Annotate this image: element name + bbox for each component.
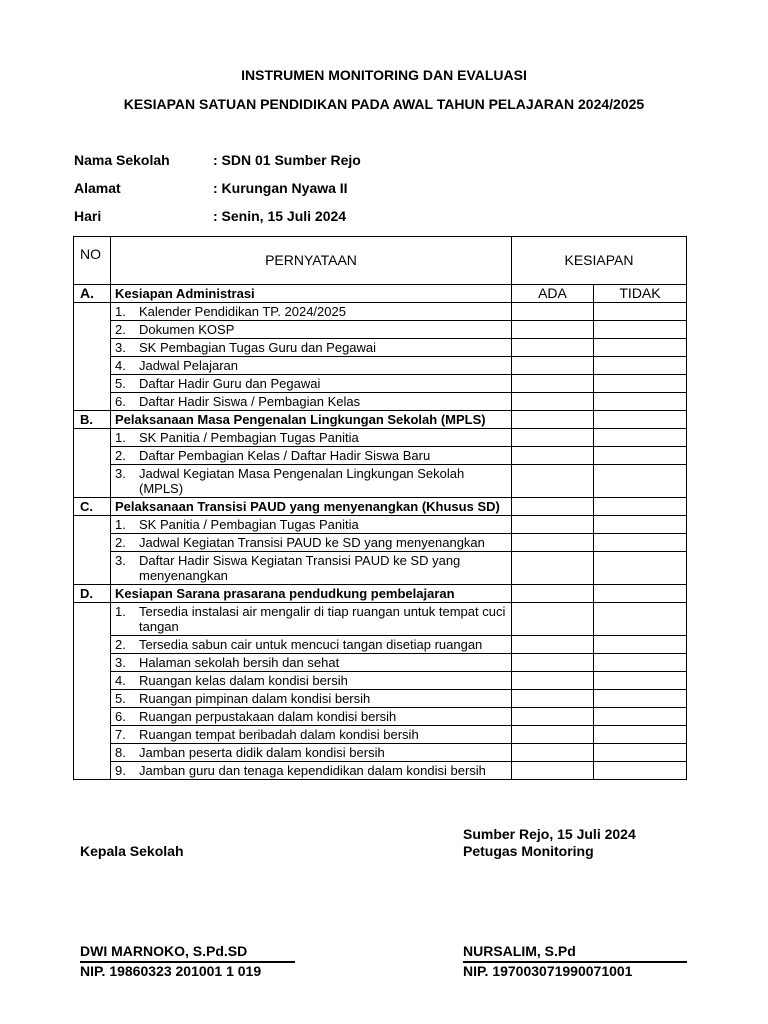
ada-checkbox-cell[interactable] (512, 534, 594, 552)
item-number: 6. (115, 394, 126, 409)
tidak-checkbox-cell[interactable] (594, 744, 687, 762)
ada-cell (512, 585, 594, 603)
ada-checkbox-cell[interactable] (512, 393, 594, 411)
item-row (74, 339, 687, 357)
right-signer-name: NURSALIM, S.Pd (463, 943, 576, 959)
monitoring-table (73, 236, 687, 780)
ada-checkbox-cell[interactable] (512, 672, 594, 690)
tidak-checkbox-cell[interactable] (594, 654, 687, 672)
item-text: Jadwal Pelajaran (139, 358, 239, 373)
ada-checkbox-cell[interactable] (512, 552, 594, 585)
item-number-gutter (74, 636, 111, 654)
item-statement (111, 636, 512, 654)
section-title: Kesiapan Administrasi (111, 285, 512, 303)
item-row (74, 636, 687, 654)
item-text: Jamban peserta didik dalam kondisi bersih (139, 745, 385, 760)
item-number-gutter (74, 357, 111, 375)
item-row (74, 375, 687, 393)
item-number-gutter (74, 339, 111, 357)
item-number-gutter (74, 393, 111, 411)
item-number: 2. (115, 448, 126, 463)
item-number: 7. (115, 727, 126, 742)
section-row (74, 498, 687, 516)
item-number: 6. (115, 709, 126, 724)
item-number: 1. (115, 517, 126, 532)
item-text: Jadwal Kegiatan Transisi PAUD ke SD yang menyenangkan (139, 535, 485, 550)
item-text: Dokumen KOSP (139, 322, 235, 337)
tidak-checkbox-cell[interactable] (594, 429, 687, 447)
item-number: 2. (115, 637, 126, 652)
item-number-gutter (74, 465, 111, 498)
tidak-cell (594, 411, 687, 429)
item-row (74, 465, 687, 498)
col-tidak-header: TIDAK (594, 285, 687, 303)
school-name-label: Nama Sekolah (74, 152, 170, 168)
day-label: Hari (74, 208, 102, 224)
item-number: 5. (115, 691, 126, 706)
tidak-checkbox-cell[interactable] (594, 708, 687, 726)
item-text: Ruangan kelas dalam kondisi bersih (139, 673, 348, 688)
right-signer-nip: NIP. 197003071990071001 (463, 963, 633, 979)
tidak-checkbox-cell[interactable] (594, 534, 687, 552)
item-row (74, 516, 687, 534)
item-number-gutter (74, 744, 111, 762)
item-number: 3. (115, 466, 126, 481)
item-statement (111, 516, 512, 534)
tidak-checkbox-cell[interactable] (594, 672, 687, 690)
item-statement (111, 654, 512, 672)
tidak-checkbox-cell[interactable] (594, 357, 687, 375)
item-text: Ruangan pimpinan dalam kondisi bersih (139, 691, 371, 706)
section-row (74, 585, 687, 603)
item-number-gutter (74, 429, 111, 447)
item-number-gutter (74, 303, 111, 321)
address-label: Alamat (74, 180, 121, 196)
tidak-checkbox-cell[interactable] (594, 321, 687, 339)
item-statement (111, 726, 512, 744)
item-statement (111, 447, 512, 465)
item-text: Jamban guru dan tenaga kependidikan dalam kondisi bersih (139, 763, 486, 778)
item-row (74, 690, 687, 708)
tidak-checkbox-cell[interactable] (594, 375, 687, 393)
item-row (74, 708, 687, 726)
left-signer-name: DWI MARNOKO, S.Pd.SD (80, 943, 248, 959)
item-statement (111, 321, 512, 339)
document-subtitle: KESIAPAN SATUAN PENDIDIKAN PADA AWAL TAHUN PELAJARAN 2024/2025 (123, 96, 645, 112)
tidak-checkbox-cell[interactable] (594, 447, 687, 465)
ada-checkbox-cell[interactable] (512, 429, 594, 447)
tidak-checkbox-cell[interactable] (594, 303, 687, 321)
col-kesiapan-header: KESIAPAN (512, 237, 687, 285)
item-row (74, 744, 687, 762)
item-statement (111, 672, 512, 690)
tidak-cell (594, 585, 687, 603)
item-row (74, 552, 687, 585)
item-number: 2. (115, 322, 126, 337)
item-row (74, 429, 687, 447)
tidak-checkbox-cell[interactable] (594, 465, 687, 498)
item-row (74, 654, 687, 672)
item-number: 5. (115, 376, 126, 391)
left-signer-nip: NIP. 19860323 201001 1 019 (80, 963, 262, 979)
item-number-gutter (74, 762, 111, 780)
item-row (74, 672, 687, 690)
place-date: Sumber Rejo, 15 Juli 2024 (463, 826, 636, 842)
table-header-row (74, 237, 687, 285)
day-value: : Senin, 15 Juli 2024 (213, 208, 347, 224)
item-row (74, 321, 687, 339)
item-number: 3. (115, 340, 126, 355)
item-text: SK Panitia / Pembagian Tugas Panitia (139, 517, 359, 532)
ada-checkbox-cell[interactable] (512, 708, 594, 726)
ada-checkbox-cell[interactable] (512, 744, 594, 762)
right-signer-role: Petugas Monitoring (463, 843, 594, 859)
ada-checkbox-cell[interactable] (512, 447, 594, 465)
item-row (74, 534, 687, 552)
ada-checkbox-cell[interactable] (512, 339, 594, 357)
tidak-checkbox-cell[interactable] (594, 516, 687, 534)
item-statement (111, 375, 512, 393)
item-statement (111, 552, 512, 585)
item-number-gutter (74, 708, 111, 726)
section-number: C. (74, 498, 111, 516)
ada-checkbox-cell[interactable] (512, 303, 594, 321)
document-title: INSTRUMEN MONITORING DAN EVALUASI (241, 67, 527, 83)
ada-checkbox-cell[interactable] (512, 762, 594, 780)
item-number: 9. (115, 763, 126, 778)
item-text: Daftar Hadir Siswa / Pembagian Kelas (139, 394, 361, 409)
item-number-gutter (74, 603, 111, 636)
item-statement (111, 339, 512, 357)
item-number: 3. (115, 553, 126, 568)
item-number-gutter (74, 726, 111, 744)
item-statement (111, 603, 512, 636)
col-pernyataan-header: PERNYATAAN (111, 237, 512, 285)
ada-checkbox-cell[interactable] (512, 465, 594, 498)
item-text: Daftar Hadir Guru dan Pegawai (139, 376, 321, 391)
item-number-gutter (74, 672, 111, 690)
section-number: D. (74, 585, 111, 603)
item-number: 4. (115, 358, 126, 373)
item-statement (111, 534, 512, 552)
col-no-header: NO (74, 237, 111, 285)
item-text: Jadwal Kegiatan Masa Pengenalan Lingkungan Sekolah (MPLS) (139, 466, 465, 496)
item-statement (111, 393, 512, 411)
tidak-checkbox-cell[interactable] (594, 339, 687, 357)
tidak-checkbox-cell[interactable] (594, 636, 687, 654)
ada-checkbox-cell[interactable] (512, 654, 594, 672)
item-statement (111, 465, 512, 498)
col-ada-header: ADA (512, 285, 594, 303)
section-title: Kesiapan Sarana prasarana pendudkung pembelajaran (111, 585, 512, 603)
item-number: 2. (115, 535, 126, 550)
address-value: : Kurungan Nyawa II (213, 180, 348, 196)
item-text: Tersedia sabun cair untuk mencuci tangan disetiap ruangan (139, 637, 483, 652)
item-statement (111, 357, 512, 375)
item-statement (111, 744, 512, 762)
item-number-gutter (74, 690, 111, 708)
item-row (74, 357, 687, 375)
ada-checkbox-cell[interactable] (512, 375, 594, 393)
item-text: Kalender Pendidikan TP. 2024/2025 (139, 304, 346, 319)
item-number-gutter (74, 534, 111, 552)
item-text: Daftar Hadir Siswa Kegiatan Transisi PAUD ke SD yang menyenangkan (139, 553, 461, 583)
item-number-gutter (74, 516, 111, 534)
item-text: Daftar Pembagian Kelas / Daftar Hadir Siswa Baru (139, 448, 431, 463)
item-text: Ruangan tempat beribadah dalam kondisi bersih (139, 727, 419, 742)
item-number: 1. (115, 304, 126, 319)
item-text: Ruangan perpustakaan dalam kondisi bersih (139, 709, 397, 724)
item-statement (111, 708, 512, 726)
item-statement (111, 429, 512, 447)
item-row (74, 603, 687, 636)
item-number: 8. (115, 745, 126, 760)
school-name-value: : SDN 01 Sumber Rejo (213, 152, 361, 168)
ada-checkbox-cell[interactable] (512, 636, 594, 654)
item-row (74, 303, 687, 321)
ada-cell (512, 498, 594, 516)
item-text: Halaman sekolah bersih dan sehat (139, 655, 340, 670)
item-text: SK Panitia / Pembagian Tugas Panitia (139, 430, 359, 445)
item-statement (111, 690, 512, 708)
ada-checkbox-cell[interactable] (512, 357, 594, 375)
section-title: Pelaksanaan Transisi PAUD yang menyenangkan (Khusus SD) (111, 498, 512, 516)
left-signer-role: Kepala Sekolah (80, 843, 184, 859)
section-number: A. (74, 285, 111, 303)
item-number-gutter (74, 552, 111, 585)
item-text: Tersedia instalasi air mengalir di tiap ruangan untuk tempat cuci tangan (139, 604, 506, 634)
tidak-checkbox-cell[interactable] (594, 762, 687, 780)
section-title: Pelaksanaan Masa Pengenalan Lingkungan Sekolah (MPLS) (111, 411, 512, 429)
ada-checkbox-cell[interactable] (512, 726, 594, 744)
tidak-checkbox-cell[interactable] (594, 393, 687, 411)
item-number-gutter (74, 375, 111, 393)
tidak-cell (594, 498, 687, 516)
ada-checkbox-cell[interactable] (512, 603, 594, 636)
item-statement (111, 303, 512, 321)
item-row (74, 726, 687, 744)
tidak-checkbox-cell[interactable] (594, 552, 687, 585)
ada-checkbox-cell[interactable] (512, 690, 594, 708)
section-row (74, 411, 687, 429)
ada-cell (512, 411, 594, 429)
item-text: SK Pembagian Tugas Guru dan Pegawai (139, 340, 377, 355)
item-number: 4. (115, 673, 126, 688)
tidak-checkbox-cell[interactable] (594, 603, 687, 636)
item-row (74, 762, 687, 780)
ada-checkbox-cell[interactable] (512, 321, 594, 339)
tidak-checkbox-cell[interactable] (594, 726, 687, 744)
tidak-checkbox-cell[interactable] (594, 690, 687, 708)
item-number-gutter (74, 321, 111, 339)
item-row (74, 393, 687, 411)
item-row (74, 447, 687, 465)
section-row (74, 285, 687, 303)
item-number: 3. (115, 655, 126, 670)
item-number-gutter (74, 654, 111, 672)
section-number: B. (74, 411, 111, 429)
item-number: 1. (115, 604, 126, 619)
item-number-gutter (74, 447, 111, 465)
item-statement (111, 762, 512, 780)
ada-checkbox-cell[interactable] (512, 516, 594, 534)
item-number: 1. (115, 430, 126, 445)
